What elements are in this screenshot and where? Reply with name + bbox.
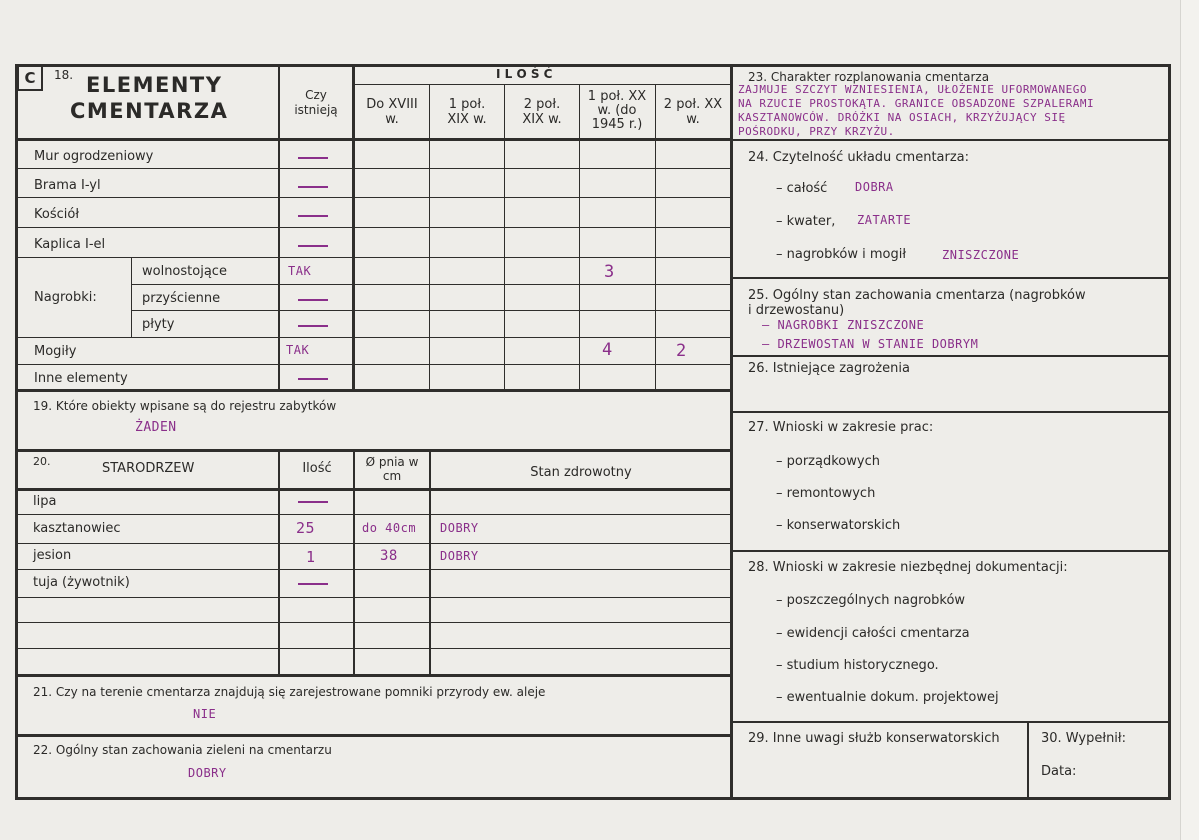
period-col: 2 poł. XX w. [663,97,723,127]
q27-item: – konserwatorskich [776,518,901,533]
q28-item: – ewidencji całości cmentarza [776,626,970,641]
hw-dash [298,157,328,159]
hw-q25: – NAGROBKI ZNISZCZONE [762,318,925,332]
row-label: Nagrobki: [34,290,97,305]
q28-item: – poszczególnych nagrobków [776,593,966,608]
row-line [15,543,730,544]
row-line [15,337,730,338]
header-bottom [15,138,733,141]
left-border [15,64,18,799]
hw-q25: – DRZEWOSTAN W STANIE DOBRYM [762,337,979,351]
q23-label: 23. Charakter rozplanowania cmentarza [748,70,990,84]
hw-dash [298,325,328,327]
tree-label: kasztanowiec [33,521,121,536]
section-line [15,389,733,392]
q20-number: 20. [33,455,51,468]
hw-dash [298,215,328,217]
hw-dash [298,583,328,585]
data-label: Data: [1041,764,1077,779]
ilosc-underline [354,84,730,85]
q24-item: – nagrobków i mogił [776,247,907,262]
section-line [730,277,1170,279]
col-stan: Stan zdrowotny [530,465,632,480]
q24-item: – całość [776,181,828,196]
q23-hw-line: KASZTANOWCÓW. DRÓŻKI NA OSIACH, KRZYŻUJĄCY SIĘ [738,111,1066,124]
hw-dash [298,299,328,301]
hw-kasz-stan: DOBRY [440,521,479,535]
hw-tak: TAK [288,264,312,278]
section-line [730,550,1170,552]
row-label: przyścienne [142,291,221,306]
hw-tak: TAK [286,343,310,357]
hw-count: 3 [604,262,615,282]
section-line [730,139,1170,141]
col-line [353,449,355,676]
hw-jes-stan: DOBRY [440,549,479,563]
q24-item: – kwater, [776,214,836,229]
starodrzew-title: STARODRZEW [102,461,195,476]
tree-label: lipa [33,494,57,509]
q22-label: 22. Ogólny stan zachowania zieleni na cmentarzu [33,743,332,757]
tree-label: tuja (żywotnik) [33,575,130,590]
section-letter-box: C [17,65,43,91]
q27-label: 27. Wnioski w zakresie prac: [748,420,934,435]
section-line [730,355,1170,357]
q23-hw-line: ZAJMUJE SZCZYT WZNIESIENIA, UŁOŻENIE UFORMOWANEGO [738,83,1088,96]
row-label: Kościół [34,207,80,222]
hw-dash [298,501,328,503]
row-line [15,364,730,365]
row-line [15,648,730,649]
ilosc-header: I L O Ś Ć [496,67,553,81]
row-label: Kaplica I-el [34,237,106,252]
q28-label: 28. Wnioski w zakresie niezbędnej dokumentacji: [748,560,1068,575]
period-col: 1 poł. XX w. (do 1945 r.) [587,89,647,132]
hw-dobry: DOBRY [188,766,227,780]
col-line [278,449,280,676]
section-line [15,734,733,737]
row-label: Mogiły [34,344,77,359]
row-line [15,257,730,258]
q28-item: – ewentualnie dokum. projektowej [776,690,999,705]
hw-dash [298,245,328,247]
hw-kwater: ZATARTE [857,213,912,227]
row-line [15,197,730,198]
q28-item: – studium historycznego. [776,658,939,673]
col-line [429,84,430,390]
hw-dash [298,378,328,380]
q29-label: 29. Inne uwagi służb konserwatorskich [748,731,1000,746]
hw-count: 4 [602,340,613,360]
title-line1: ELEMENTY [86,73,223,97]
row-label: Brama I-yl [34,178,101,193]
row-line [15,597,730,598]
row-line [15,488,733,491]
row-line [15,622,730,623]
hw-kasz-pnia: do 40cm [362,521,417,535]
section-line [15,674,733,677]
hw-calosc: DOBRA [855,180,894,194]
section-number: 18. [54,68,74,82]
row-line [15,227,730,228]
q25-label: 25. Ogólny stan zachowania cmentarza (nagrobków [748,288,1086,303]
q21-label: 21. Czy na terenie cmentarza znajdują się zarejestrowane pomniki przyrody ew. aleje [33,685,546,699]
row-line [15,514,730,515]
hw-kasz-ilosc: 25 [296,519,316,537]
row-label: Mur ogrodzeniowy [34,149,154,164]
title-line2: CMENTARZA [70,99,229,123]
row-line [132,284,730,285]
hw-jes-ilosc: 1 [306,548,316,566]
row-label: wolnostojące [142,264,227,279]
bottom-border [15,797,1171,800]
q25-label: i drzewostanu) [748,303,845,318]
q23-hw-line: POŚRODKU, PRZY KRZYŻU. [738,125,895,138]
period-col: 2 poł. XIX w. [522,97,562,127]
section-line [730,411,1170,413]
q26-label: 26. Istniejące zagrożenia [748,361,910,376]
hw-dash [298,186,328,188]
nagrobki-divider [131,257,132,337]
row-line [15,569,730,570]
q27-item: – remontowych [776,486,876,501]
col-line [504,84,505,390]
period-col: 1 poł. XIX w. [447,97,487,127]
section-line [15,449,733,452]
q23-hw-line: NA RZUCIE PROSTOKĄTA. GRANICE OBSADZONE SZPALERAMI [738,97,1095,110]
q27-item: – porządkowych [776,454,880,469]
hw-count: 2 [676,341,687,361]
col-pnia: Ø pnia w cm [365,455,419,483]
row-line [132,310,730,311]
q30-label: 30. Wypełnił: [1041,731,1126,746]
hw-nie: NIE [193,707,217,721]
tree-label: jesion [33,548,72,563]
col-czy-istnieja: Czy istnieją [294,88,338,117]
center-divider [730,64,733,800]
col-line [1027,721,1029,799]
col-line [429,449,431,676]
card-edge [1180,0,1199,840]
row-label: Inne elementy [34,371,128,386]
period-col: Do XVIII w. [366,97,418,127]
row-line [15,168,730,169]
q24-label: 24. Czytelność układu cmentarza: [748,150,970,165]
col-line [655,84,656,390]
section-line [730,721,1170,723]
col-ilosc: Ilość [302,461,332,476]
hw-jes-pnia: 38 [380,548,398,564]
row-label: płyty [142,317,175,332]
hw-nagrobkow: ZNISZCZONE [942,248,1020,262]
q19-label: 19. Które obiekty wpisane są do rejestru zabytków [33,399,337,413]
right-border [1168,64,1171,800]
hw-zaden: ŻADEN [135,420,177,435]
top-border [15,64,1171,67]
